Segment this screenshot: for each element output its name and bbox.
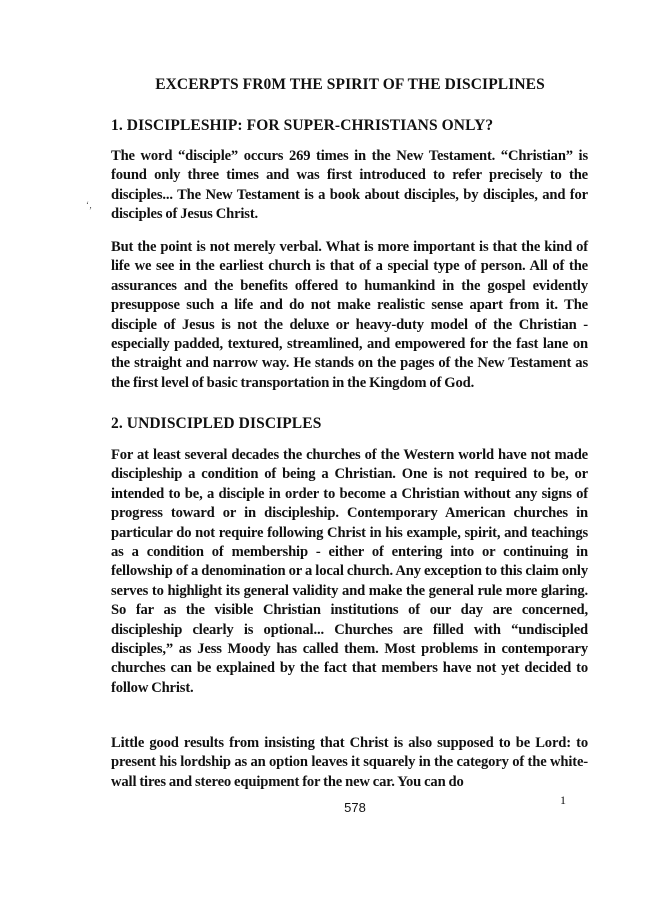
paragraph-western-churches: For at least several decades the churches of the Western world have not made discipleship a condition of being a Christian. One is not required to be, or intended to be, a disciple in order to become a Christian without any signs of progress toward or in discipleship. Contemporary American churches in particular do not require following Christ in his example, spirit, and teachings as a condition of membership - either of entering into or continuing in fellowship of a denomination or a local church. Any exception to this claim only serves to highlight its general validity and make the general rule more glaring. So far as the visible Christian institutions of our day are concerned, discipleship clearly is optional... Churches are filled with “undiscipled disciples,” as Jess Moody has called them. Most problems in contemporary churches can be explained by the fact that members have not yet decided to follow Christ. <box>111 447 588 696</box>
section-heading-undiscipled: 2. UNDISCIPLED DISCIPLES <box>111 415 322 432</box>
document-title: EXCERPTS FR0M THE SPIRIT OF THE DISCIPLINES <box>155 76 545 93</box>
paragraph-disciple-word-count: The word “disciple” occurs 269 times in the New Testament. “Christian” is found only three times and was first introduced to refer precisely to the disciples... The New Testament is a book about disciples, by disciples, and for disciples of Jesus Christ. <box>111 148 588 223</box>
paragraph-lordship-option: Little good results from insisting that Christ is also supposed to be Lord: to present his lordship as an option leaves it squarely in the category of the white-wall tires and stereo equipment for the new car. You can do <box>111 735 588 790</box>
page-number: 578 <box>344 800 366 815</box>
corner-page-number: 1 <box>560 793 566 807</box>
section-heading-discipleship: 1. DISCIPLESHIP: FOR SUPER-CHRISTIANS ONLY? <box>111 117 494 134</box>
scan-speck: ‘‚ <box>86 200 92 210</box>
paragraph-not-merely-verbal: But the point is not merely verbal. What is more important is that the kind of life we see in the earliest church is that of a special type of person. All of the assurances and the benefits offered to humankind in the gospel evidently presuppose such a life and do not make realistic sense apart from it. The disciple of Jesus is not the deluxe or heavy-duty model of the Christian - especially padded, textured, streamlined, and empowered for the fast lane on the straight and narrow way. He stands on the pages of the New Testament as the first level of basic transportation in the Kingdom of God. <box>111 239 588 391</box>
